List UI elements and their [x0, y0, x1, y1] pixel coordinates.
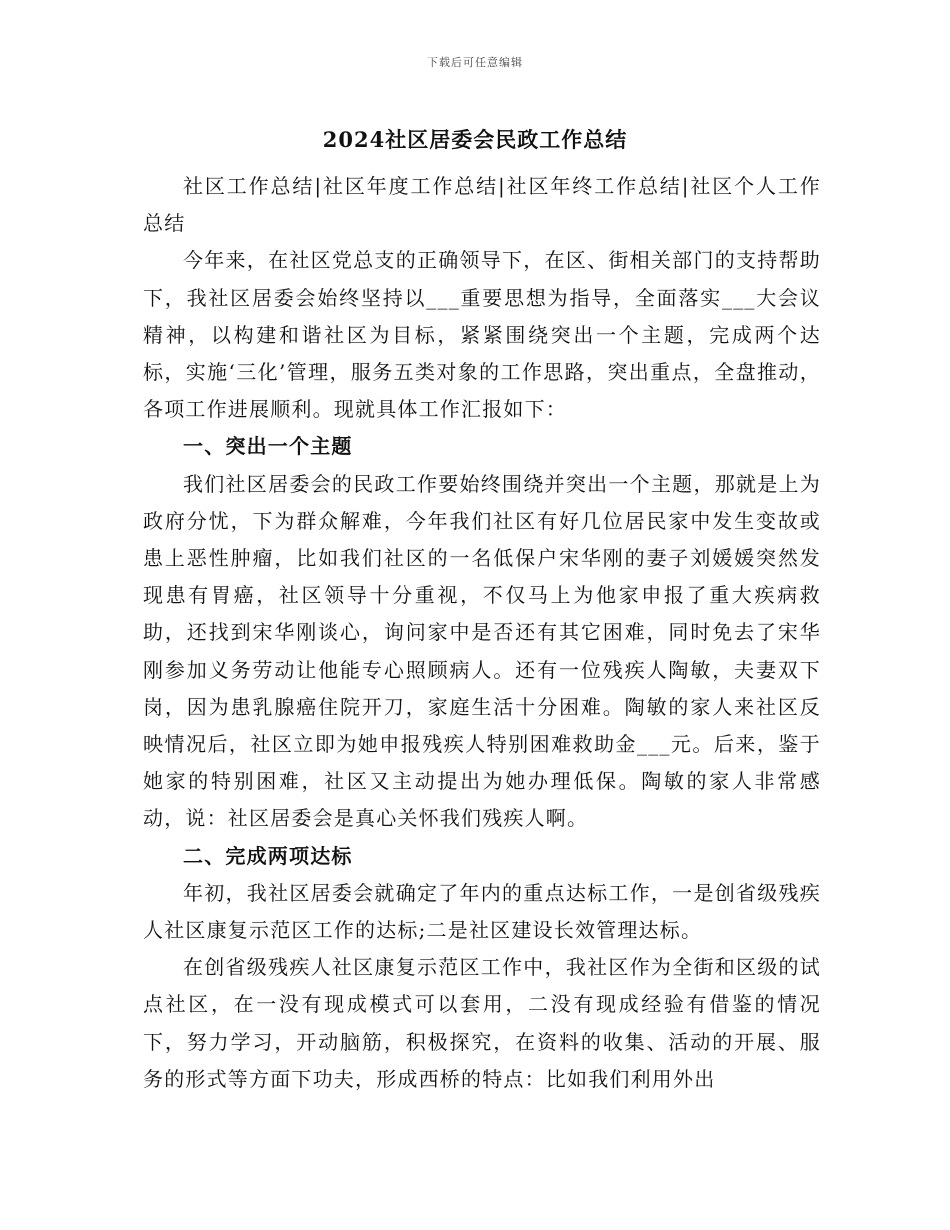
tags-line: 社区工作总结|社区年度工作总结|社区年终工作总结|社区个人工作总结: [143, 174, 821, 236]
document-title: 2024社区居委会民政工作总结: [322, 127, 628, 152]
header-note: 下载后可任意编辑: [427, 56, 523, 69]
section-2-paragraph-b: 在创省级残疾人社区康复示范区工作中，我社区作为全街和区级的试点社区，在一没有现成模式可以套用，二没有现成经验有借鉴的情况下，努力学习，开动脑筋，积极探究，在资料的收集、活动的开展、服务的形式等方面下功夫，形成西桥的特点：比如我们利用外出: [143, 955, 821, 1091]
section-heading-2: 二、完成两项达标: [183, 843, 353, 868]
section-2-paragraph-a: 年初，我社区居委会就确定了年内的重点达标工作，一是创省级残疾人社区康复示范区工作的达标;二是社区建设长效管理达标。: [143, 880, 821, 943]
section-heading-1: 一、突出一个主题: [183, 434, 353, 459]
document-body: [143, 168, 821, 1098]
intro-paragraph: 今年来，在社区党总支的正确领导下，在区、街相关部门的支持帮助下，我社区居委会始终坚持以___重要思想为指导，全面落实___大会议精神，以构建和谐社区为目标，紧紧围绕突出一个主题，完成两个达标，实施‘三化’管理，服务五类对象的工作思路，突出重点，全盘推动，各项工作进展顺利。现就具体工作汇报如下：: [143, 248, 821, 422]
section-1-paragraph: 我们社区居委会的民政工作要始终围绕并突出一个主题，那就是上为政府分忧，下为群众解难，今年我们社区有好几位居民家中发生变故或患上恶性肿瘤，比如我们社区的一名低保户宋华刚的妻子刘媛媛突然发现患有胃癌，社区领导十分重视，不仅马上为他家申报了重大疾病救助，还找到宋华刚谈心，询问家中是否还有其它困难，同时免去了宋华刚参加义务劳动让他能专心照顾病人。还有一位残疾人陶敏，夫妻双下岗，因为患乳腺癌住院开刀，家庭生活十分困难。陶敏的家人来社区反映情况后，社区立即为她申报残疾人特别困难救助金___元。后来，鉴于她家的特别困难，社区又主动提出为她办理低保。陶敏的家人非常感动，说：社区居委会是真心关怀我们残疾人啊。: [143, 471, 821, 831]
